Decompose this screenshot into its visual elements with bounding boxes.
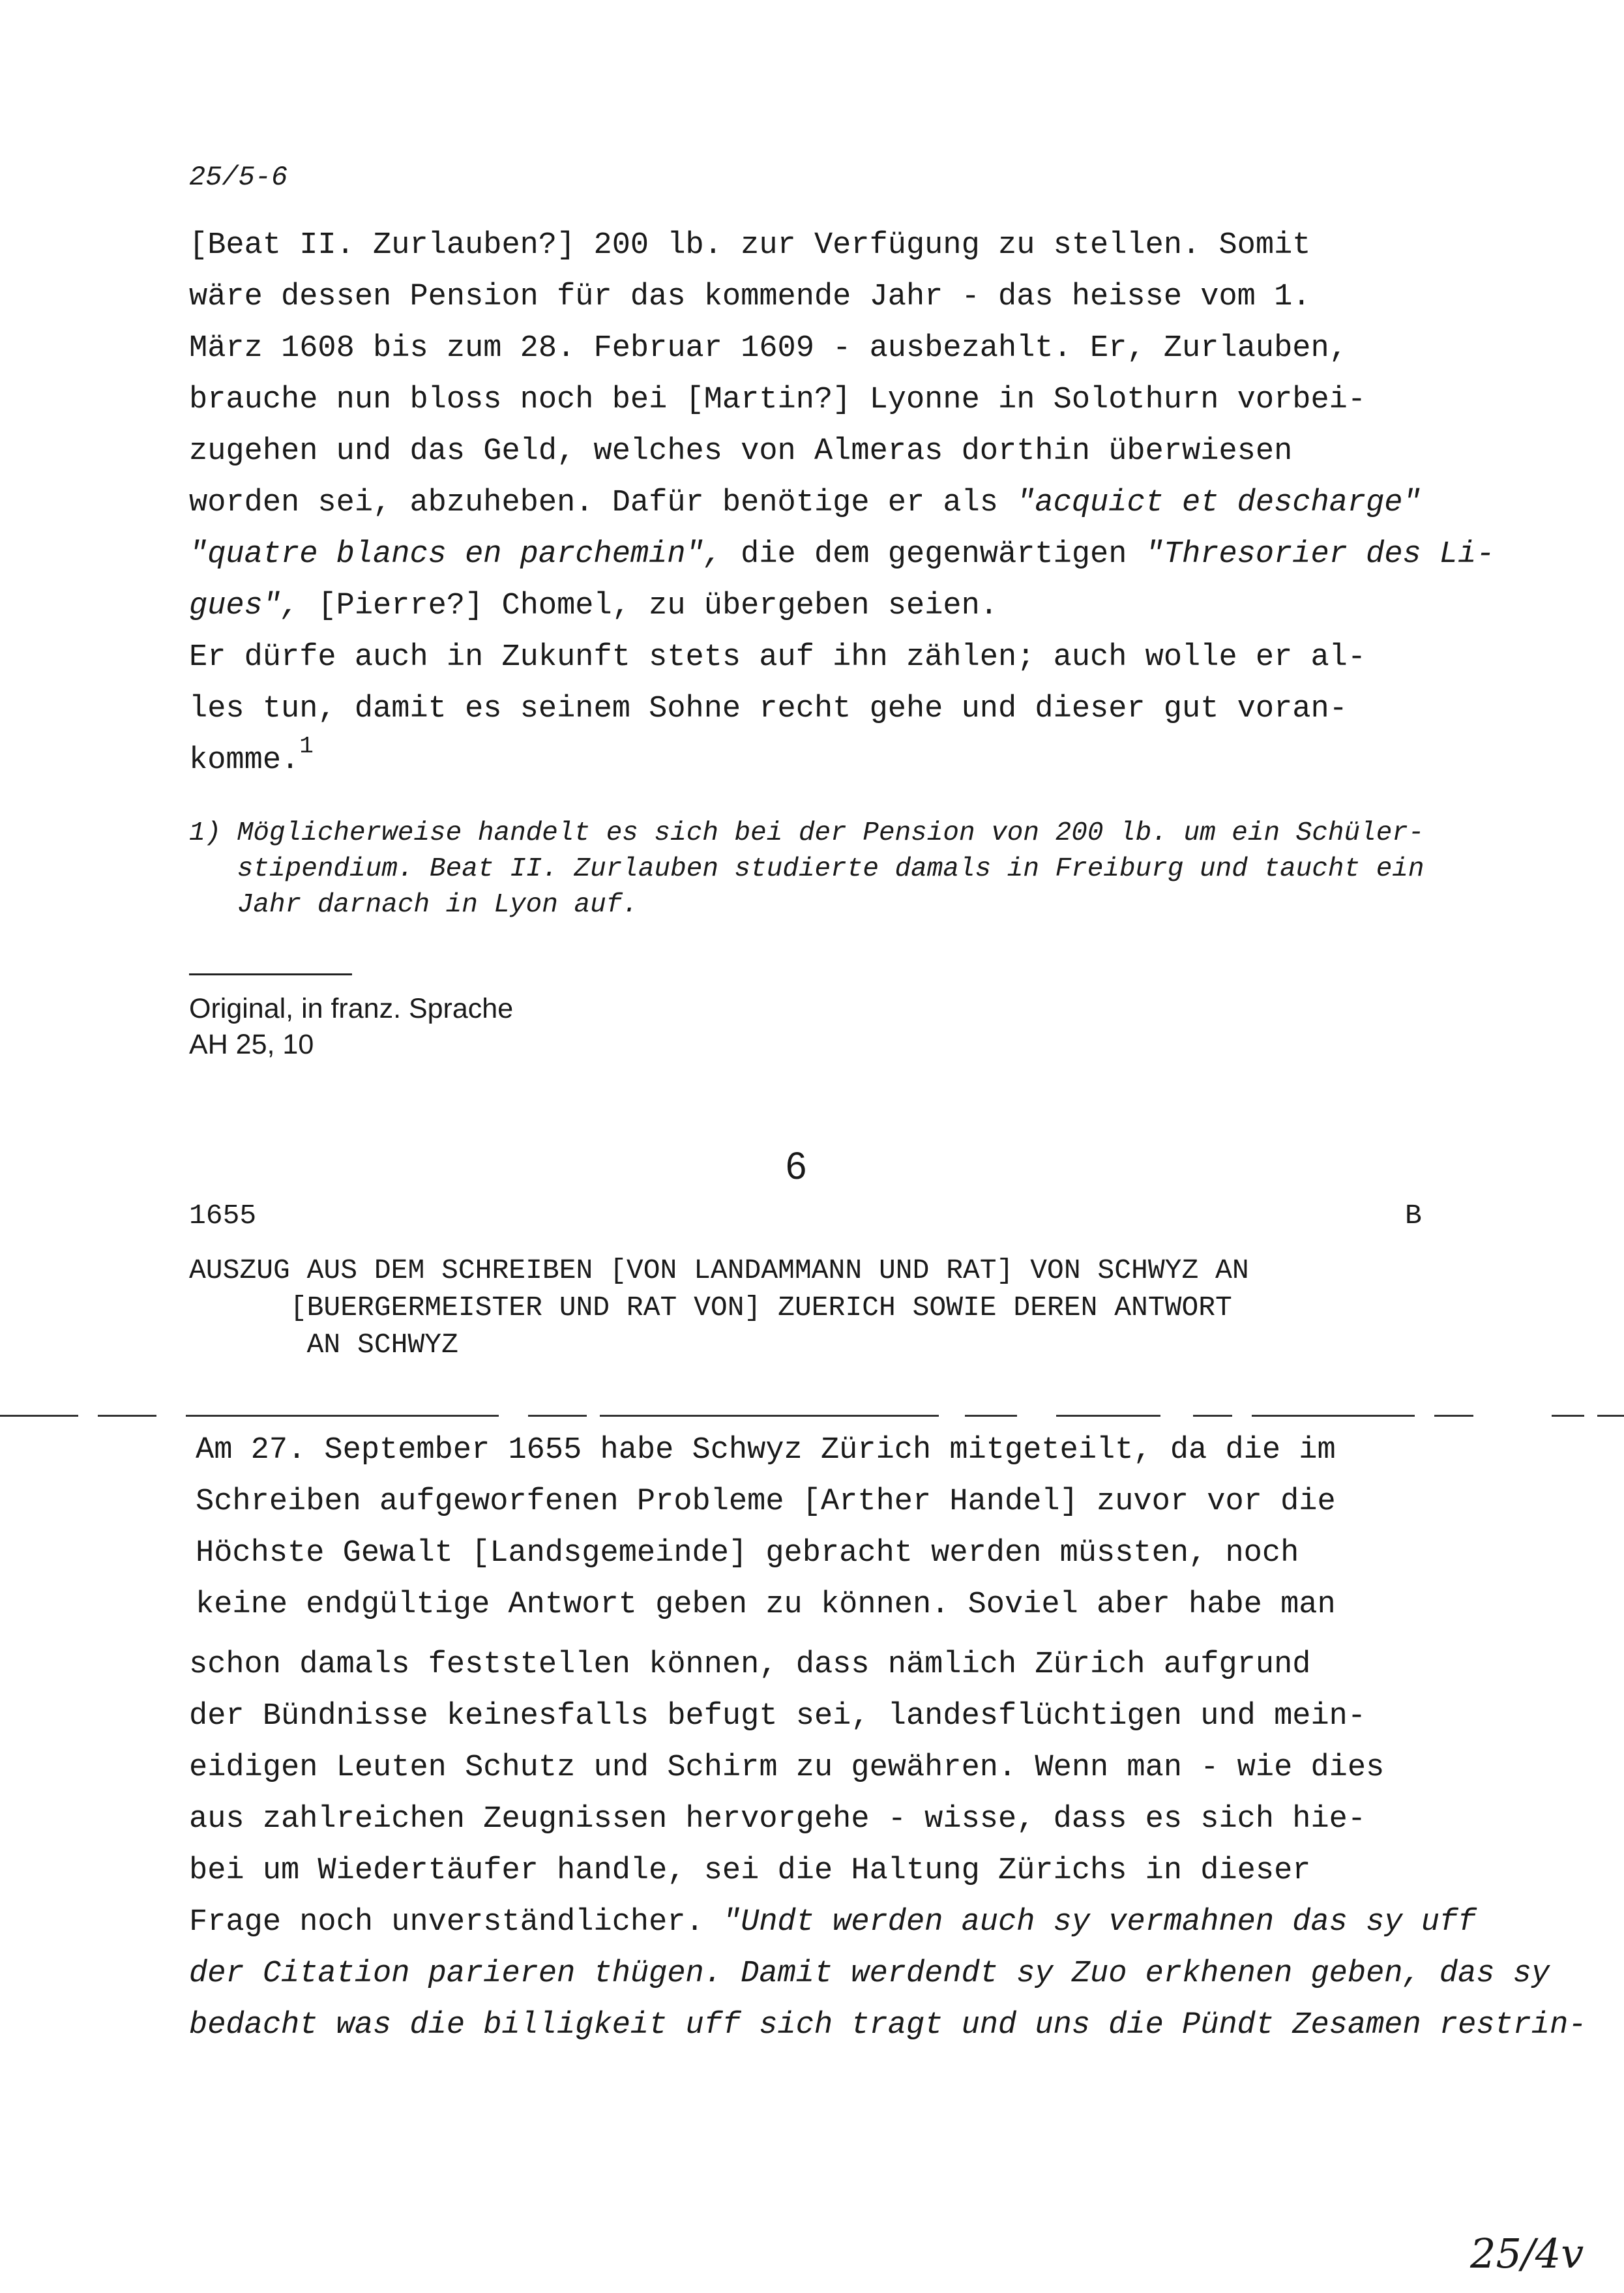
scan-paste-line [0, 1415, 1624, 1424]
footnote-line: Jahr darnach in Lyon auf. [189, 890, 638, 920]
para3-line: aus zahlreichen Zeugnissen hervorgehe - wisse, dass es sich hie- [189, 1802, 1366, 1837]
document-year: 1655 [189, 1200, 257, 1232]
paragraph-zuerich-answer [189, 1639, 1587, 2051]
quote-line: bedacht was die billigkeit uff sich tragt und uns die Pündt Zesamen restrin- [189, 2008, 1587, 2043]
para3-line: Frage noch unverständlicher. [189, 1905, 722, 1940]
document-number: 6 [786, 1145, 807, 1187]
heading-line: AN SCHWYZ [189, 1329, 458, 1361]
para1-line: wäre dessen Pension für das kommende Jahr - das heisse vom 1. [189, 280, 1311, 314]
paragraph-pension [189, 220, 1495, 788]
page-reference: 25/5-6 [189, 162, 288, 193]
para1b-line: Er dürfe auch in Zukunft stets auf ihn zählen; auch wolle er al- [189, 640, 1366, 675]
quote-thresorier: "Thresorier des Li- [1145, 537, 1495, 572]
para1-line: zugehen und das Geld, welches von Almeras dorthin überwiesen [189, 434, 1293, 469]
heading-line: AUSZUG AUS DEM SCHREIBEN [VON LANDAMMANN UND RAT] VON SCHWYZ AN [189, 1254, 1249, 1286]
para3-line: bei um Wiedertäufer handle, sei die Haltung Zürichs in dieser [189, 1854, 1311, 1888]
para1-end: [Pierre?] Chomel, zu übergeben seien. [299, 589, 999, 623]
footnote-marker: 1 [299, 733, 314, 760]
para1-line: März 1608 bis zum 28. Februar 1609 - ausbezahlt. Er, Zurlauben, [189, 331, 1348, 366]
source-note [189, 991, 513, 1063]
para3-line: der Bündnisse keinesfalls befugt sei, landesflüchtigen und mein- [189, 1699, 1366, 1734]
para2-line: Höchste Gewalt [Landsgemeinde] gebracht werden müssten, noch [196, 1536, 1299, 1571]
quote-acquict: "acquict et descharge" [1016, 486, 1421, 520]
para3-line: eidigen Leuten Schutz und Schirm zu gewähren. Wenn man - wie dies [189, 1751, 1385, 1785]
para2-line: keine endgültige Antwort geben zu können. Soviel aber habe man [196, 1588, 1336, 1622]
para2-line: Schreiben aufgeworfenen Probleme [Arther Handel] zuvor vor die [196, 1485, 1336, 1519]
para1b-line: komme. [189, 743, 300, 778]
para1-line: worden sei, abzuheben. Dafür benötige er als [189, 486, 1017, 520]
heading-line: [BUERGERMEISTER UND RAT VON] ZUERICH SOWIE DEREN ANTWORT [189, 1292, 1232, 1324]
footnote-line: 1) Möglicherweise handelt es sich bei der Pension von 200 lb. um ein Schüler- [189, 818, 1425, 848]
source-line: Original, in franz. Sprache [189, 993, 514, 1024]
footnote-line: stipendium. Beat II. Zurlauben studierte damals in Freiburg und taucht ein [189, 854, 1425, 884]
document-heading [189, 1252, 1249, 1363]
document-letter: B [1405, 1200, 1422, 1232]
paragraph-schwyz-letter [196, 1425, 1336, 1631]
quote-line: "Undt werden auch sy vermahnen das sy uff [722, 1905, 1477, 1940]
archive-stamp: 25/4v [1470, 2230, 1584, 2277]
para3-line: schon damals feststellen können, dass nämlich Zürich aufgrund [189, 1648, 1311, 1682]
quote-quatre-blancs: "quatre blancs en parchemin", [189, 537, 722, 572]
para1-line: [Beat II. Zurlauben?] 200 lb. zur Verfügung zu stellen. Somit [189, 228, 1311, 263]
para1-mid: die dem gegenwärtigen [722, 537, 1145, 572]
para1-line: brauche nun bloss noch bei [Martin?] Lyonne in Solothurn vorbei- [189, 383, 1366, 417]
para1b-line: les tun, damit es seinem Sohne recht gehe und dieser gut voran- [189, 692, 1348, 726]
footnote [189, 816, 1425, 923]
quote-line: der Citation parieren thügen. Damit werdendt sy Zuo erkhenen geben, das sy [189, 1957, 1550, 1991]
source-line: AH 25, 10 [189, 1029, 314, 1060]
separator-rule [189, 973, 352, 975]
quote-gues: gues", [189, 589, 300, 623]
para2-line: Am 27. September 1655 habe Schwyz Zürich mitgeteilt, da die im [196, 1433, 1336, 1468]
